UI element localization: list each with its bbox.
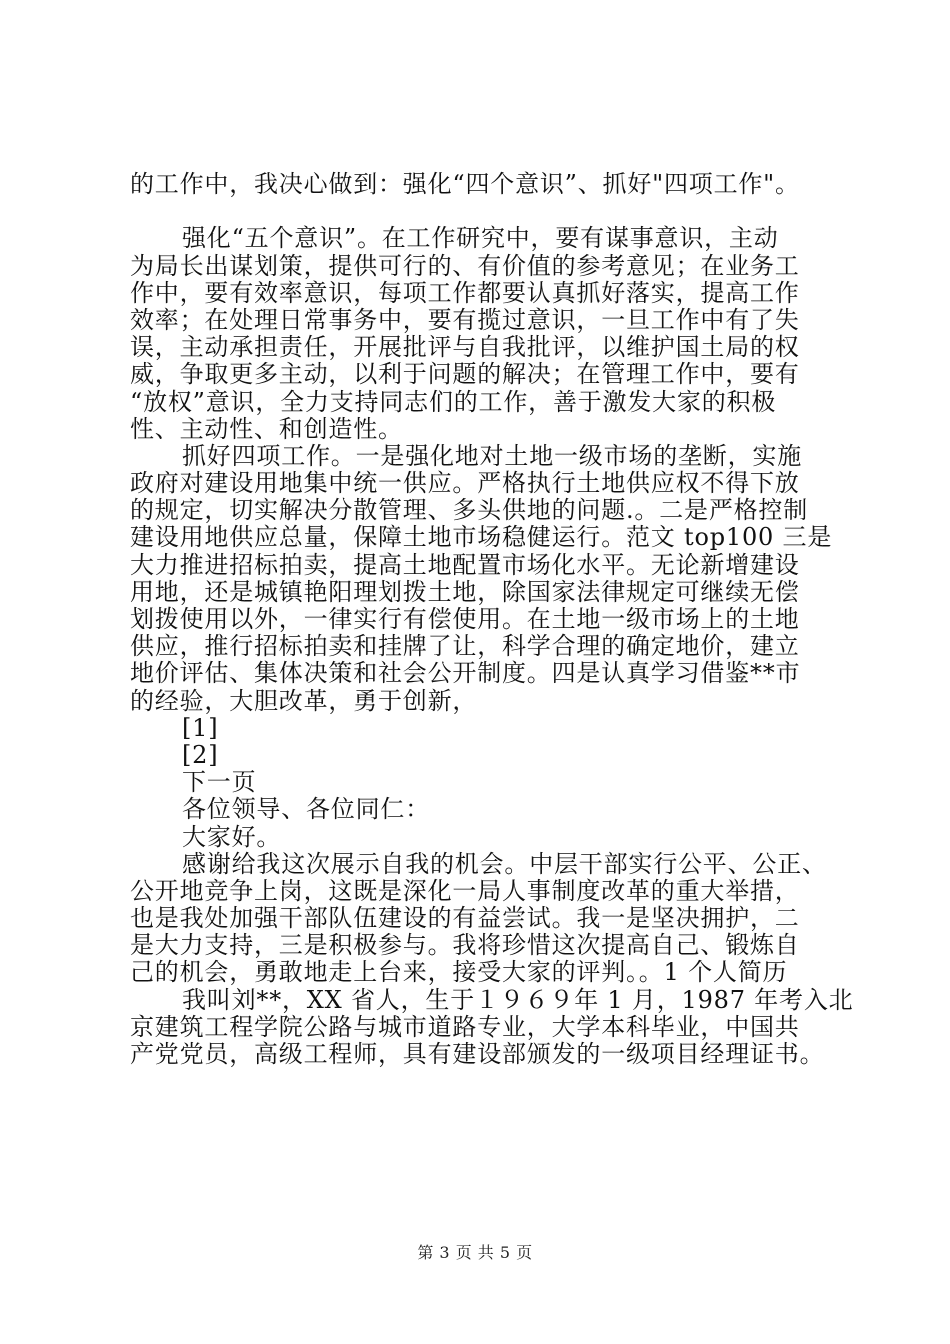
text-line: 的工作中，我决心做到：强化“四个意识”、抓好"四项工作"。 — [130, 170, 800, 198]
text-line: 作中，要有效率意识，每项工作都要认真抓好落实，提高工作 — [130, 278, 800, 307]
text-line: 的经验，大胆改革，勇于创新， — [130, 686, 478, 715]
text-line: 下一页 — [182, 768, 257, 797]
text-line: 误，主动承担责任，开展批评与自我批评，以维护国土局的权 — [130, 333, 800, 362]
text-line: [1] — [182, 713, 219, 742]
text-line: 为局长出谋划策，提供可行的、有价值的参考意见；在业务工 — [130, 251, 800, 280]
text-line: 划拨使用以外，一律实行有偿使用。在土地一级市场上的土地 — [130, 605, 800, 633]
text-line: 大家好。 — [182, 822, 282, 851]
text-line: 地价评估、集体决策和社会公开制度。四是认真学习借鉴**市 — [130, 659, 801, 688]
text-line: 各位领导、各位同仁： — [182, 795, 430, 824]
text-line: 用地，还是城镇艳阳理划拨土地，除国家法律规定可继续无偿 — [130, 577, 800, 606]
text-line: 的规定，切实解决分散管理、多头供地的问题.。二是严格控制 — [130, 496, 809, 525]
text-line: “放权”意识，全力支持同志们的工作，善于激发大家的积极 — [130, 387, 777, 416]
paragraph-gap — [130, 198, 830, 225]
page-footer: 第 3 页 共 5 页 — [417, 1243, 533, 1262]
text-line: 己的机会，勇敢地走上台来，接受大家的评判。。1 个人简历 — [130, 958, 788, 987]
text-line: 威，争取更多主动，以利于问题的解决；在管理工作中，要有 — [130, 360, 800, 389]
text-line: 供应，推行招标拍卖和挂牌了让，科学合理的确定地价，建立 — [130, 632, 800, 661]
text-line: 感谢给我这次展示自我的机会。中层干部实行公平、公正、 — [182, 849, 827, 878]
text-line: 大力推进招标拍卖，提高土地配置市场化水平。无论新增建设 — [130, 550, 800, 579]
text-line: 产党党员，高级工程师，具有建设部颁发的一级项目经理证书。 — [130, 1040, 825, 1068]
text-line: 性、主动性、和创造性。 — [130, 414, 403, 443]
text-line: 公开地竞争上岗，这既是深化一局人事制度改革的重大举措， — [130, 876, 800, 905]
text-line: 政府对建设用地集中统一供应。严格执行土地供应权不得下放 — [130, 469, 800, 498]
text-line: 强化“五个意识”。在工作研究中，要有谋事意识，主动 — [182, 224, 779, 253]
text-line: 抓好四项工作。一是强化地对土地一级市场的垄断，实施 — [182, 441, 802, 470]
text-line: 是大力支持，三是积极参与。我将珍惜这次提高自己、锻炼自 — [130, 931, 800, 960]
text-line: 建设用地供应总量，保障土地市场稳健运行。范文 top100 三是 — [130, 523, 833, 552]
text-line: 也是我处加强干部队伍建设的有益尝试。我一是坚决拥护，二 — [130, 904, 800, 933]
text-line: [2] — [182, 740, 219, 769]
document-body — [130, 170, 854, 1068]
text-line: 效率；在处理日常事务中，要有揽过意识，一旦工作中有了失 — [130, 305, 800, 334]
text-line: 我叫刘**，XX 省人，生于１９６９年 1 月，1987 年考入北 — [182, 985, 854, 1014]
text-line: 京建筑工程学院公路与城市道路专业，大学本科毕业，中国共 — [130, 1012, 800, 1041]
